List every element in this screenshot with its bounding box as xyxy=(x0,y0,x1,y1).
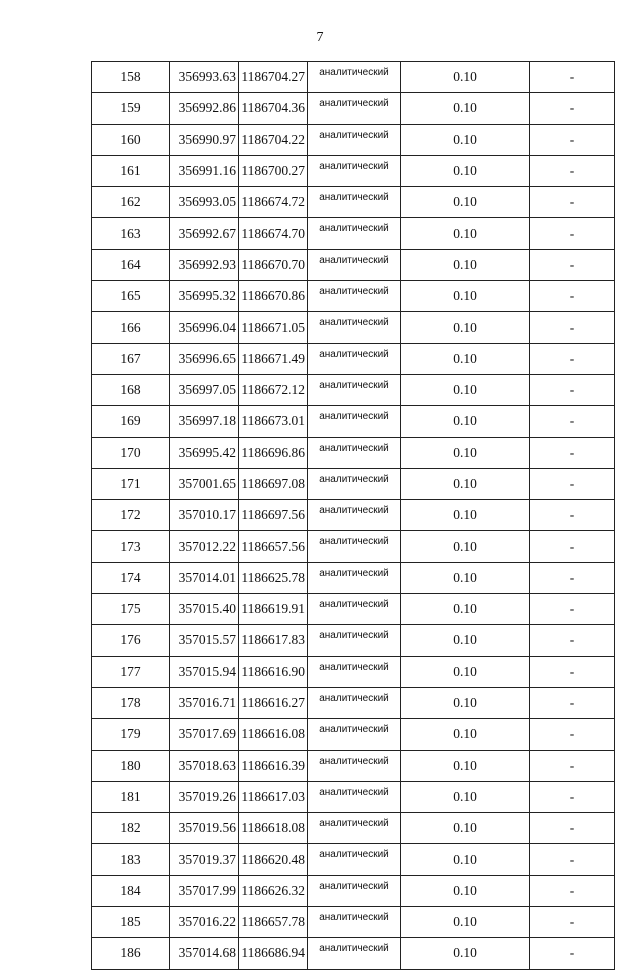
accuracy-cell: 0.10 xyxy=(401,594,530,625)
table-row xyxy=(92,187,615,218)
point-number-cell: 185 xyxy=(92,907,170,938)
table-row xyxy=(92,374,615,405)
x-coordinate-cell: 357019.37 xyxy=(170,844,239,875)
table-row xyxy=(92,62,615,93)
method-cell: аналитический xyxy=(308,875,401,906)
point-number-cell: 174 xyxy=(92,562,170,593)
method-cell: аналитический xyxy=(308,656,401,687)
coordinates-table-body xyxy=(92,62,615,970)
accuracy-cell: 0.10 xyxy=(401,687,530,718)
table-row xyxy=(92,93,615,124)
y-coordinate-cell: 1186700.27 xyxy=(239,155,308,186)
x-coordinate-cell: 356992.67 xyxy=(170,218,239,249)
note-cell: - xyxy=(530,62,615,93)
method-cell: аналитический xyxy=(308,155,401,186)
method-cell: аналитический xyxy=(308,312,401,343)
y-coordinate-cell: 1186617.83 xyxy=(239,625,308,656)
y-coordinate-cell: 1186670.70 xyxy=(239,249,308,280)
accuracy-cell: 0.10 xyxy=(401,187,530,218)
y-coordinate-cell: 1186704.27 xyxy=(239,62,308,93)
accuracy-cell: 0.10 xyxy=(401,218,530,249)
x-coordinate-cell: 357015.57 xyxy=(170,625,239,656)
accuracy-cell: 0.10 xyxy=(401,531,530,562)
x-coordinate-cell: 357015.40 xyxy=(170,594,239,625)
table-row xyxy=(92,656,615,687)
note-cell: - xyxy=(530,562,615,593)
y-coordinate-cell: 1186672.12 xyxy=(239,374,308,405)
point-number-cell: 177 xyxy=(92,656,170,687)
accuracy-cell: 0.10 xyxy=(401,656,530,687)
point-number-cell: 186 xyxy=(92,938,170,969)
point-number-cell: 166 xyxy=(92,312,170,343)
table-row xyxy=(92,625,615,656)
x-coordinate-cell: 356995.42 xyxy=(170,437,239,468)
x-coordinate-cell: 357014.68 xyxy=(170,938,239,969)
x-coordinate-cell: 356996.04 xyxy=(170,312,239,343)
x-coordinate-cell: 356993.05 xyxy=(170,187,239,218)
x-coordinate-cell: 357010.17 xyxy=(170,500,239,531)
method-cell: аналитический xyxy=(308,93,401,124)
y-coordinate-cell: 1186657.56 xyxy=(239,531,308,562)
y-coordinate-cell: 1186673.01 xyxy=(239,406,308,437)
note-cell: - xyxy=(530,312,615,343)
accuracy-cell: 0.10 xyxy=(401,249,530,280)
point-number-cell: 160 xyxy=(92,124,170,155)
point-number-cell: 161 xyxy=(92,155,170,186)
accuracy-cell: 0.10 xyxy=(401,562,530,593)
y-coordinate-cell: 1186618.08 xyxy=(239,813,308,844)
note-cell: - xyxy=(530,687,615,718)
method-cell: аналитический xyxy=(308,249,401,280)
note-cell: - xyxy=(530,625,615,656)
method-cell: аналитический xyxy=(308,719,401,750)
method-cell: аналитический xyxy=(308,750,401,781)
x-coordinate-cell: 357016.71 xyxy=(170,687,239,718)
y-coordinate-cell: 1186704.36 xyxy=(239,93,308,124)
x-coordinate-cell: 356992.93 xyxy=(170,249,239,280)
point-number-cell: 184 xyxy=(92,875,170,906)
point-number-cell: 183 xyxy=(92,844,170,875)
table-row xyxy=(92,124,615,155)
note-cell: - xyxy=(530,875,615,906)
y-coordinate-cell: 1186704.22 xyxy=(239,124,308,155)
method-cell: аналитический xyxy=(308,62,401,93)
accuracy-cell: 0.10 xyxy=(401,155,530,186)
point-number-cell: 165 xyxy=(92,281,170,312)
accuracy-cell: 0.10 xyxy=(401,625,530,656)
y-coordinate-cell: 1186625.78 xyxy=(239,562,308,593)
x-coordinate-cell: 357015.94 xyxy=(170,656,239,687)
point-number-cell: 180 xyxy=(92,750,170,781)
method-cell: аналитический xyxy=(308,625,401,656)
table-row xyxy=(92,719,615,750)
note-cell: - xyxy=(530,343,615,374)
point-number-cell: 182 xyxy=(92,813,170,844)
table-row xyxy=(92,437,615,468)
table-row xyxy=(92,907,615,938)
method-cell: аналитический xyxy=(308,281,401,312)
point-number-cell: 163 xyxy=(92,218,170,249)
method-cell: аналитический xyxy=(308,813,401,844)
note-cell: - xyxy=(530,938,615,969)
x-coordinate-cell: 357012.22 xyxy=(170,531,239,562)
y-coordinate-cell: 1186619.91 xyxy=(239,594,308,625)
table-row xyxy=(92,343,615,374)
accuracy-cell: 0.10 xyxy=(401,750,530,781)
point-number-cell: 176 xyxy=(92,625,170,656)
y-coordinate-cell: 1186617.03 xyxy=(239,781,308,812)
x-coordinate-cell: 356995.32 xyxy=(170,281,239,312)
y-coordinate-cell: 1186686.94 xyxy=(239,938,308,969)
point-number-cell: 158 xyxy=(92,62,170,93)
point-number-cell: 173 xyxy=(92,531,170,562)
y-coordinate-cell: 1186616.39 xyxy=(239,750,308,781)
table-row xyxy=(92,406,615,437)
y-coordinate-cell: 1186657.78 xyxy=(239,907,308,938)
x-coordinate-cell: 356991.16 xyxy=(170,155,239,186)
note-cell: - xyxy=(530,281,615,312)
method-cell: аналитический xyxy=(308,594,401,625)
point-number-cell: 172 xyxy=(92,500,170,531)
note-cell: - xyxy=(530,155,615,186)
accuracy-cell: 0.10 xyxy=(401,813,530,844)
y-coordinate-cell: 1186616.08 xyxy=(239,719,308,750)
point-number-cell: 171 xyxy=(92,468,170,499)
x-coordinate-cell: 357018.63 xyxy=(170,750,239,781)
page-number: 7 xyxy=(316,30,324,45)
point-number-cell: 164 xyxy=(92,249,170,280)
x-coordinate-cell: 357014.01 xyxy=(170,562,239,593)
method-cell: аналитический xyxy=(308,687,401,718)
method-cell: аналитический xyxy=(308,938,401,969)
y-coordinate-cell: 1186671.49 xyxy=(239,343,308,374)
point-number-cell: 169 xyxy=(92,406,170,437)
table-row xyxy=(92,938,615,969)
x-coordinate-cell: 357016.22 xyxy=(170,907,239,938)
y-coordinate-cell: 1186616.90 xyxy=(239,656,308,687)
table-row xyxy=(92,468,615,499)
x-coordinate-cell: 356997.05 xyxy=(170,374,239,405)
accuracy-cell: 0.10 xyxy=(401,406,530,437)
table-row xyxy=(92,500,615,531)
y-coordinate-cell: 1186670.86 xyxy=(239,281,308,312)
point-number-cell: 162 xyxy=(92,187,170,218)
table-row xyxy=(92,249,615,280)
note-cell: - xyxy=(530,406,615,437)
point-number-cell: 167 xyxy=(92,343,170,374)
y-coordinate-cell: 1186616.27 xyxy=(239,687,308,718)
y-coordinate-cell: 1186697.56 xyxy=(239,500,308,531)
point-number-cell: 159 xyxy=(92,93,170,124)
x-coordinate-cell: 357017.99 xyxy=(170,875,239,906)
note-cell: - xyxy=(530,781,615,812)
x-coordinate-cell: 356993.63 xyxy=(170,62,239,93)
table-row xyxy=(92,281,615,312)
accuracy-cell: 0.10 xyxy=(401,343,530,374)
note-cell: - xyxy=(530,500,615,531)
accuracy-cell: 0.10 xyxy=(401,62,530,93)
point-number-cell: 168 xyxy=(92,374,170,405)
table-row xyxy=(92,218,615,249)
x-coordinate-cell: 356996.65 xyxy=(170,343,239,374)
note-cell: - xyxy=(530,218,615,249)
table-row xyxy=(92,813,615,844)
method-cell: аналитический xyxy=(308,374,401,405)
y-coordinate-cell: 1186697.08 xyxy=(239,468,308,499)
accuracy-cell: 0.10 xyxy=(401,844,530,875)
table-row xyxy=(92,875,615,906)
y-coordinate-cell: 1186696.86 xyxy=(239,437,308,468)
y-coordinate-cell: 1186626.32 xyxy=(239,875,308,906)
y-coordinate-cell: 1186620.48 xyxy=(239,844,308,875)
point-number-cell: 170 xyxy=(92,437,170,468)
x-coordinate-cell: 356997.18 xyxy=(170,406,239,437)
note-cell: - xyxy=(530,93,615,124)
accuracy-cell: 0.10 xyxy=(401,281,530,312)
accuracy-cell: 0.10 xyxy=(401,500,530,531)
accuracy-cell: 0.10 xyxy=(401,124,530,155)
table-row xyxy=(92,750,615,781)
table-row xyxy=(92,562,615,593)
x-coordinate-cell: 356992.86 xyxy=(170,93,239,124)
method-cell: аналитический xyxy=(308,124,401,155)
x-coordinate-cell: 357001.65 xyxy=(170,468,239,499)
point-number-cell: 181 xyxy=(92,781,170,812)
note-cell: - xyxy=(530,437,615,468)
table-row xyxy=(92,844,615,875)
method-cell: аналитический xyxy=(308,406,401,437)
accuracy-cell: 0.10 xyxy=(401,437,530,468)
table-row xyxy=(92,155,615,186)
accuracy-cell: 0.10 xyxy=(401,875,530,906)
y-coordinate-cell: 1186671.05 xyxy=(239,312,308,343)
method-cell: аналитический xyxy=(308,500,401,531)
method-cell: аналитический xyxy=(308,562,401,593)
note-cell: - xyxy=(530,813,615,844)
table-row xyxy=(92,687,615,718)
accuracy-cell: 0.10 xyxy=(401,719,530,750)
method-cell: аналитический xyxy=(308,468,401,499)
method-cell: аналитический xyxy=(308,187,401,218)
note-cell: - xyxy=(530,844,615,875)
x-coordinate-cell: 357019.26 xyxy=(170,781,239,812)
accuracy-cell: 0.10 xyxy=(401,374,530,405)
method-cell: аналитический xyxy=(308,781,401,812)
point-number-cell: 175 xyxy=(92,594,170,625)
note-cell: - xyxy=(530,374,615,405)
table-row xyxy=(92,594,615,625)
note-cell: - xyxy=(530,750,615,781)
table-row xyxy=(92,781,615,812)
x-coordinate-cell: 357019.56 xyxy=(170,813,239,844)
y-coordinate-cell: 1186674.72 xyxy=(239,187,308,218)
method-cell: аналитический xyxy=(308,437,401,468)
method-cell: аналитический xyxy=(308,907,401,938)
note-cell: - xyxy=(530,468,615,499)
note-cell: - xyxy=(530,187,615,218)
accuracy-cell: 0.10 xyxy=(401,938,530,969)
accuracy-cell: 0.10 xyxy=(401,312,530,343)
note-cell: - xyxy=(530,124,615,155)
accuracy-cell: 0.10 xyxy=(401,93,530,124)
method-cell: аналитический xyxy=(308,531,401,562)
point-number-cell: 178 xyxy=(92,687,170,718)
accuracy-cell: 0.10 xyxy=(401,781,530,812)
x-coordinate-cell: 356990.97 xyxy=(170,124,239,155)
note-cell: - xyxy=(530,531,615,562)
accuracy-cell: 0.10 xyxy=(401,907,530,938)
coordinates-table xyxy=(91,61,615,970)
point-number-cell: 179 xyxy=(92,719,170,750)
method-cell: аналитический xyxy=(308,343,401,374)
table-row xyxy=(92,531,615,562)
note-cell: - xyxy=(530,594,615,625)
accuracy-cell: 0.10 xyxy=(401,468,530,499)
table-row xyxy=(92,312,615,343)
method-cell: аналитический xyxy=(308,844,401,875)
note-cell: - xyxy=(530,249,615,280)
note-cell: - xyxy=(530,719,615,750)
y-coordinate-cell: 1186674.70 xyxy=(239,218,308,249)
note-cell: - xyxy=(530,656,615,687)
x-coordinate-cell: 357017.69 xyxy=(170,719,239,750)
note-cell: - xyxy=(530,907,615,938)
method-cell: аналитический xyxy=(308,218,401,249)
